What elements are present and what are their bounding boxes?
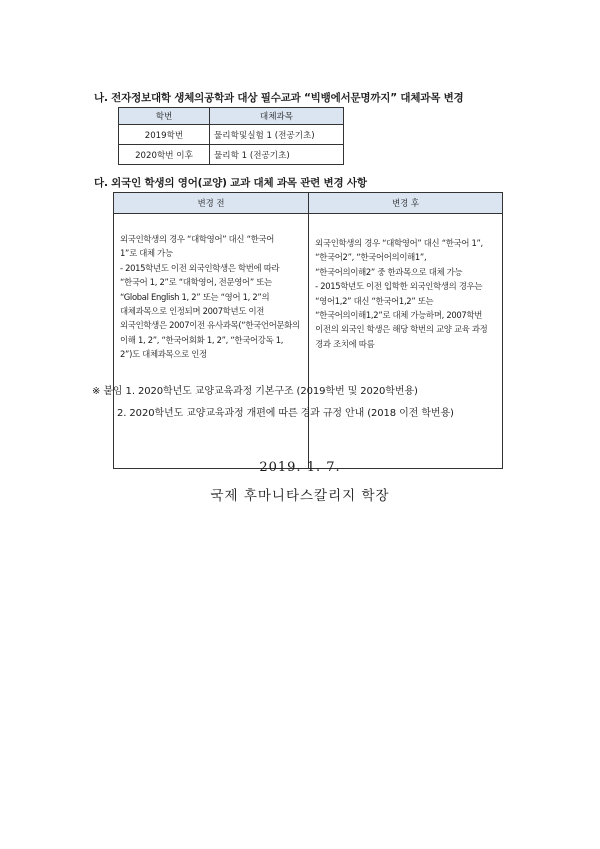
table-header-row (119, 108, 344, 125)
change-comparison-table (113, 192, 503, 469)
after-line: “한국어2”, “한국어어의이해1”, (315, 252, 427, 263)
after-line: 경과 조치에 따름 (315, 338, 375, 349)
attachment-line-2: 2. 2020학년도 교양교육과정 개편에 따른 경과 규정 안내 (2018 이전 학번용) (117, 408, 454, 419)
header-before: 변경 전 (114, 193, 309, 214)
signer-title: 국제 후마니타스칼리지 학장 (210, 488, 390, 504)
after-line: 외국인학생의 경우 “대학영어” 대신 “한국어 1”, (315, 238, 483, 248)
header-substitute-course: 대체과목 (210, 108, 344, 125)
before-line: 1”로 대체 가능 (120, 248, 173, 259)
cell-student-id: 2019학번 (119, 125, 210, 145)
cell-student-id: 2020학번 이후 (119, 145, 210, 165)
before-line: 대체과목으로 인정되며 2007학년도 이전 (120, 305, 265, 316)
before-line: - 2015학년도 이전 외국인학생은 학번에 따라 (120, 262, 280, 273)
cell-course: 물리학및실험 1 (전공기초) (210, 125, 344, 145)
table-row (114, 214, 503, 469)
before-line: 외국인학생의 경우 “대학영어” 대신 “한국어 (120, 234, 274, 244)
document-date: 2019. 1. 7. (259, 460, 341, 475)
before-line: 이해 1, 2”, “한국어회화 1, 2”, “한국어강독 1, (120, 334, 284, 345)
after-line: - 2015학년도 이전 입학한 외국인학생의 경우는 (315, 281, 483, 292)
before-line: 외국인학생은 2007이전 유사과목(“한국언어문화의 (120, 320, 300, 331)
cell-course: 물리학 1 (전공기초) (210, 145, 344, 165)
section-da-heading: 다. 외국인 학생의 영어(교양) 교과 대체 과목 관련 변경 사항 (94, 177, 367, 189)
table-header-row (114, 193, 503, 214)
after-line: 이전의 외국인 학생은 해당 학번의 교양 교육 과정 (315, 324, 488, 335)
substitute-course-table (118, 107, 344, 165)
before-line: “한국어 1, 2”로 “대학영어, 전문영어” 또는 (120, 277, 272, 288)
header-student-id: 학번 (119, 108, 210, 125)
after-line: “영어1,2” 대신 “한국어1,2” 또는 (315, 295, 434, 306)
section-na-heading: 나. 전자정보대학 생체의공학과 대상 필수교과 “빅뱅에서문명까지” 대체과목 변경 (94, 92, 464, 104)
before-line: “Global English 1, 2” 또는 “영어 1, 2”의 (120, 291, 270, 302)
table-row (119, 145, 344, 165)
after-line: “한국어의이해1,2”로 대체 가능하며, 2007학번 (315, 309, 483, 320)
after-line: “한국어의이해2” 중 한과목으로 대체 가능 (315, 266, 463, 277)
header-after: 변경 후 (309, 193, 503, 214)
cell-before (114, 214, 309, 469)
before-line: 2”)도 대체과목으로 인정 (120, 349, 207, 360)
table-row (119, 125, 344, 145)
cell-after (309, 214, 503, 469)
attachment-line-1: ※ 붙임 1. 2020학년도 교양교육과정 기본구조 (2019학번 및 2020학번용) (92, 386, 418, 397)
